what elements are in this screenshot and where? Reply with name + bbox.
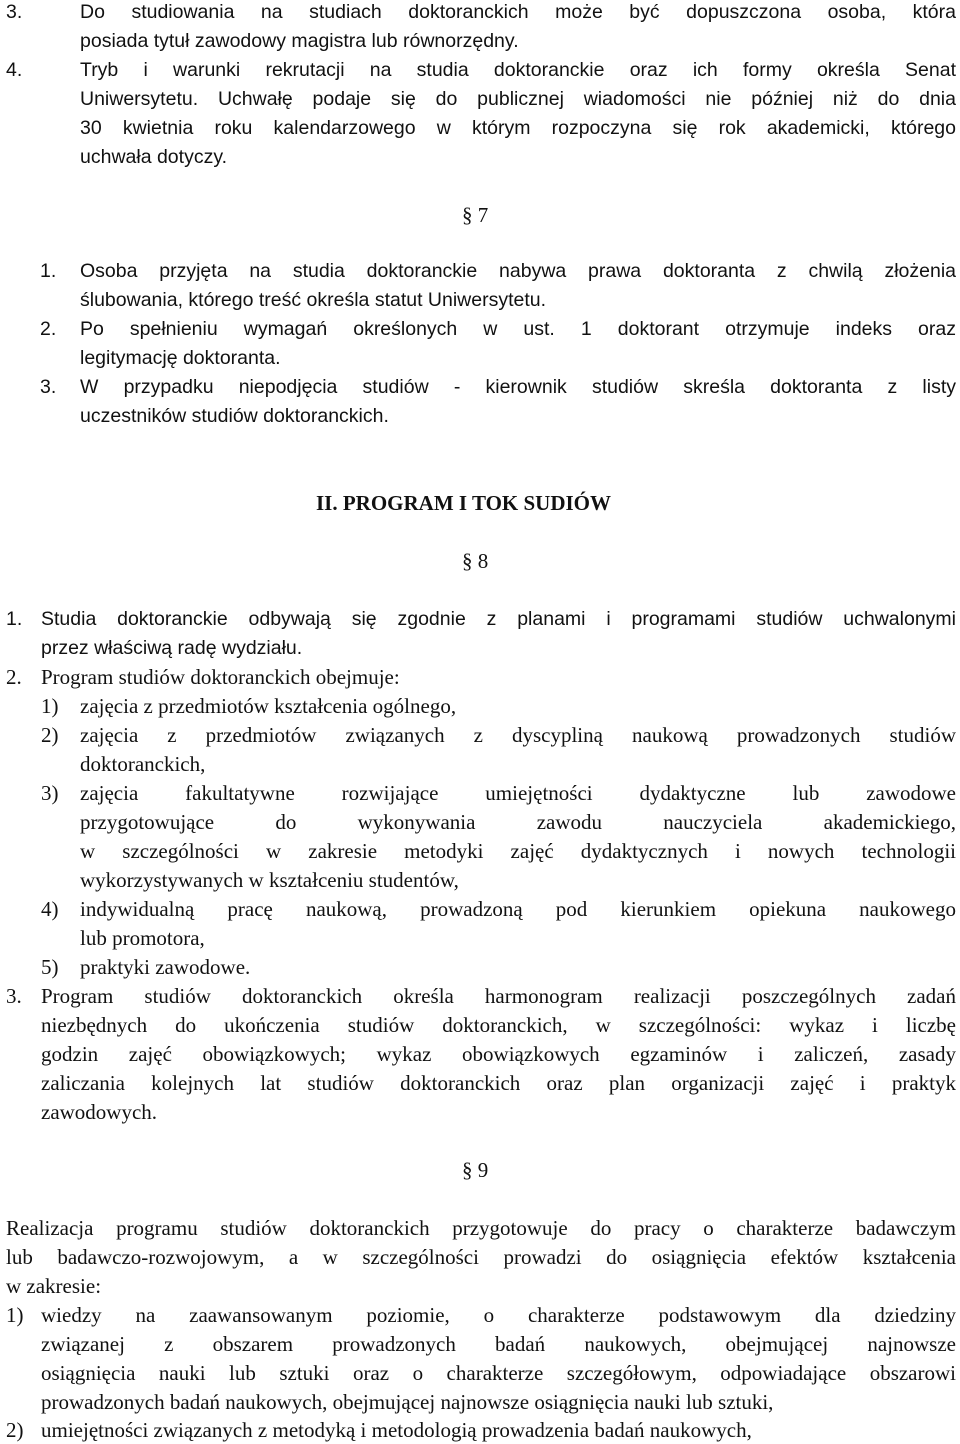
paragraph-line: przez właściwą radę wydziału. xyxy=(41,637,303,659)
paragraph-line: uchwała dotyczy. xyxy=(80,146,228,168)
paragraph-line: ślubowania, którego treść określa statut Uniwersytetu. xyxy=(80,289,547,311)
paragraph-line: związanej z obszarem prowadzonych badań naukowych, obejmującej najnowsze xyxy=(41,1332,956,1356)
paragraph-line: osiągnięcia nauki lub sztuki oraz o charakterze szczegółowym, odpowiadające obszarowi xyxy=(41,1361,956,1385)
paragraph-line: Do studiowania na studiach doktoranckich może być dopuszczona osoba, która xyxy=(80,1,956,23)
sublist-number: 5) xyxy=(41,955,59,979)
list-number: 2. xyxy=(40,318,57,340)
paragraph-line: wykorzystywanych w kształceniu studentów, xyxy=(80,868,459,892)
paragraph-line: uczestników studiów doktoranckich. xyxy=(80,405,389,427)
list-number: 3. xyxy=(6,1,23,23)
chapter-heading: II. PROGRAM I TOK SUDIÓW xyxy=(316,491,612,515)
list-number: 1. xyxy=(40,260,57,282)
paragraph-line: Uniwersytetu. Uchwałę podaje się do publicznej wiadomości nie później niż do dnia xyxy=(80,88,956,110)
paragraph-line: w zakresie: xyxy=(6,1274,102,1298)
list-number: 2. xyxy=(6,665,22,689)
paragraph-line: praktyki zawodowe. xyxy=(80,955,251,979)
paragraph-line: zawodowych. xyxy=(41,1100,158,1124)
list-number: 3. xyxy=(6,984,22,1008)
paragraph-line: Tryb i warunki rekrutacji na studia doktoranckie oraz ich formy określa Senat xyxy=(80,59,956,81)
paragraph-line: indywidualną pracę naukową, prowadzoną pod kierunkiem opiekuna naukowego xyxy=(80,897,956,921)
paragraph-line: zajęcia z przedmiotów związanych z dyscypliną naukową prowadzonych studiów xyxy=(80,723,956,747)
paragraph-line: prowadzonych badań naukowych, obejmującej najnowsze osiągnięcia nauki lub sztuki, xyxy=(41,1390,774,1414)
paragraph-line: legitymację doktoranta. xyxy=(80,347,281,369)
list-number: 3. xyxy=(40,376,57,398)
section-mark: § 8 xyxy=(462,549,489,573)
paragraph-line: wiedzy na zaawansowanym poziomie, o charakterze podstawowym dla dziedziny xyxy=(41,1303,956,1327)
section-mark: § 7 xyxy=(462,203,489,227)
paragraph-line: Program studiów doktoranckich określa harmonogram realizacji poszczególnych zadań xyxy=(41,984,956,1008)
paragraph-line: Osoba przyjęta na studia doktoranckie nabywa prawa doktoranta z chwilą złożenia xyxy=(80,260,956,282)
paragraph-line: przygotowujące do wykonywania zawodu nauczyciela akademickiego, xyxy=(80,810,956,834)
list-number: 4. xyxy=(6,59,23,81)
paragraph-line: umiejętności związanych z metodyką i metodologią prowadzenia badań naukowych, xyxy=(41,1418,752,1442)
paragraph-line: godzin zajęć obowiązkowych; wykaz obowiązkowych egzaminów i zaliczeń, zasady xyxy=(41,1042,956,1066)
sublist-number: 2) xyxy=(41,723,59,747)
paragraph-line: doktoranckich, xyxy=(80,752,206,776)
paragraph-line: W przypadku niepodjęcia studiów - kierownik studiów skreśla doktoranta z listy xyxy=(80,376,956,398)
sublist-number: 2) xyxy=(6,1418,24,1442)
sublist-number: 3) xyxy=(41,781,59,805)
paragraph-line: Program studiów doktoranckich obejmuje: xyxy=(41,665,400,689)
paragraph-line: zajęcia fakultatywne rozwijające umiejętności dydaktyczne lub zawodowe xyxy=(80,781,956,805)
paragraph-line: zajęcia z przedmiotów kształcenia ogólnego, xyxy=(80,694,457,718)
section-mark: § 9 xyxy=(462,1158,489,1182)
paragraph-line: zaliczania kolejnych lat studiów doktoranckich oraz plan organizacji zajęć i praktyk xyxy=(41,1071,956,1095)
sublist-number: 1) xyxy=(6,1303,24,1327)
list-number: 1. xyxy=(6,608,23,630)
sublist-number: 1) xyxy=(41,694,59,718)
paragraph-line: Studia doktoranckie odbywają się zgodnie z planami i programami studiów uchwalonymi xyxy=(41,608,956,630)
paragraph-line: lub badawczo-rozwojowym, a w szczególności prowadzi do osiągnięcia efektów kształcenia xyxy=(6,1245,956,1269)
paragraph-line: Po spełnieniu wymagań określonych w ust. 1 doktorant otrzymuje indeks oraz xyxy=(80,318,956,340)
paragraph-line: lub promotora, xyxy=(80,926,205,950)
paragraph-line: niezbędnych do ukończenia studiów doktoranckich, w szczególności: wykaz i liczbę xyxy=(41,1013,956,1037)
paragraph-line: posiada tytuł zawodowy magistra lub równorzędny. xyxy=(80,30,519,52)
sublist-number: 4) xyxy=(41,897,59,921)
paragraph-line: 30 kwietnia roku kalendarzowego w którym rozpoczyna się rok akademicki, którego xyxy=(80,117,956,139)
paragraph-line: Realizacja programu studiów doktoranckich przygotowuje do pracy o charakterze badawczym xyxy=(6,1216,956,1240)
paragraph-line: w szczególności w zakresie metodyki zajęć dydaktycznych i nowych technologii xyxy=(80,839,956,863)
